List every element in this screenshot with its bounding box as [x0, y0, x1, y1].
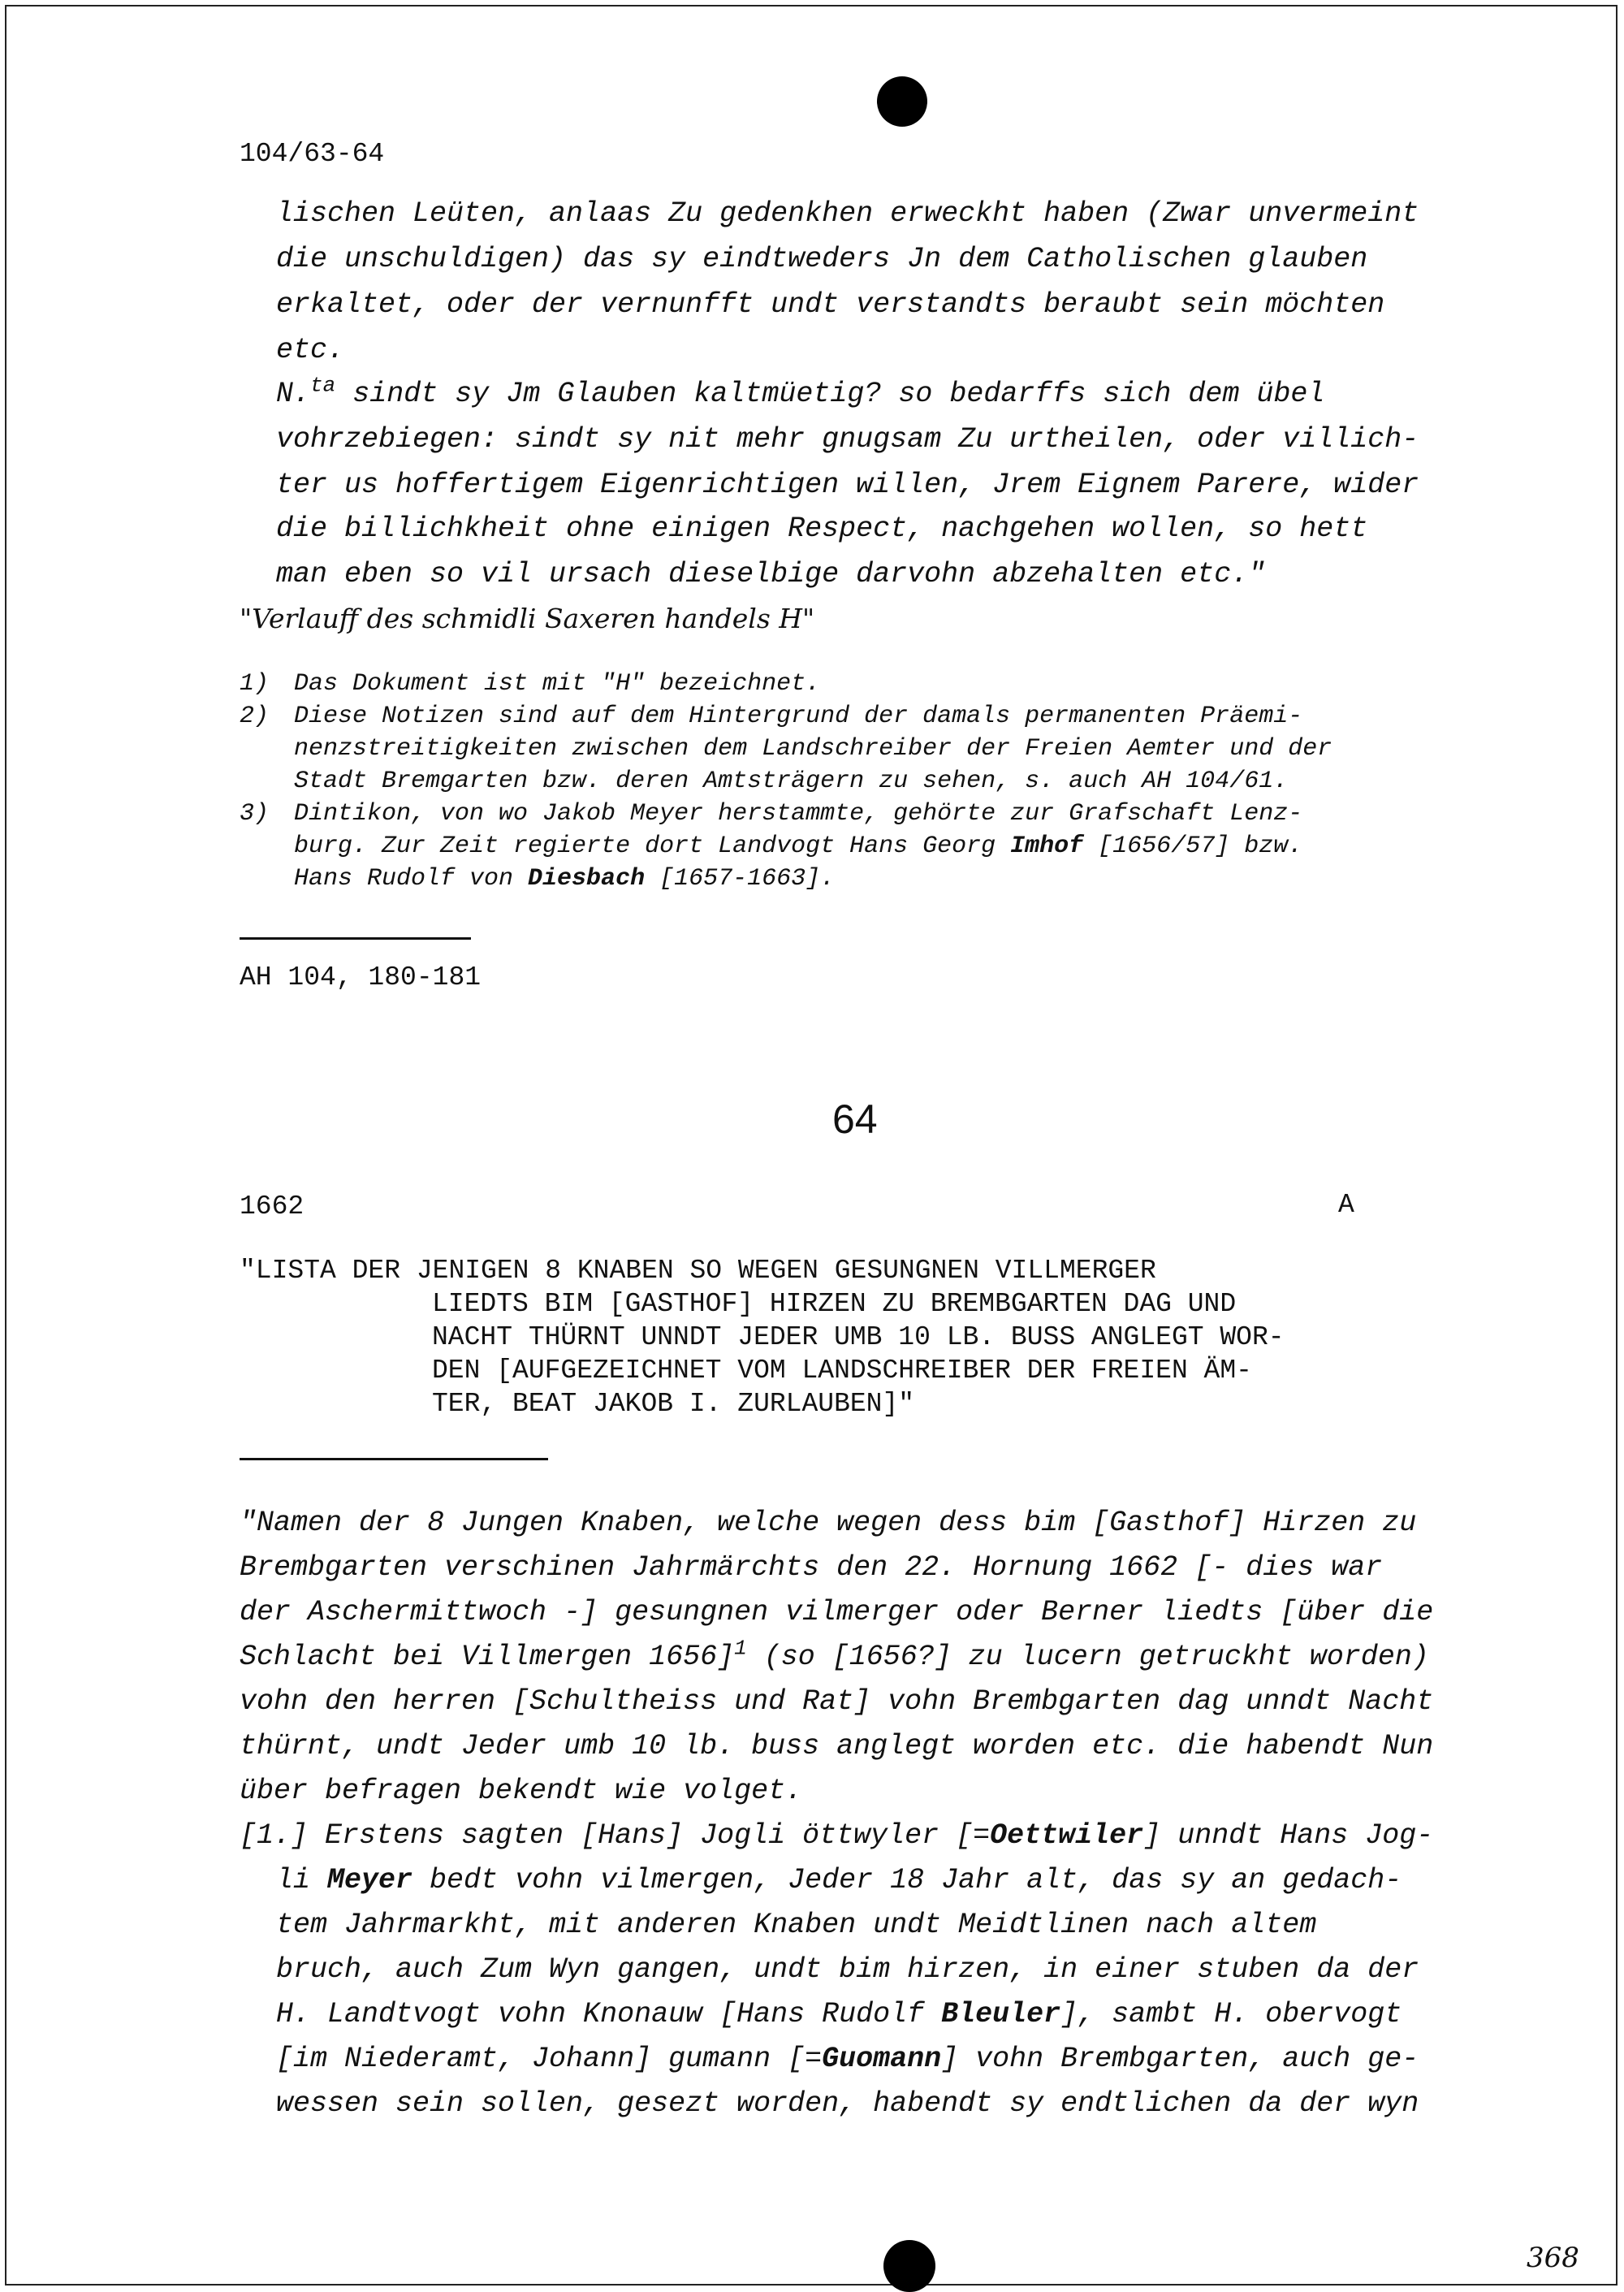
- footnote-number: 2): [240, 703, 270, 730]
- page-reference: 104/63-64: [240, 139, 385, 169]
- footnote-line: Stadt Bremgarten bzw. deren Amtsträgern zu sehen, s. auch AH 104/61.: [294, 768, 1289, 795]
- entry-year: 1662: [240, 1191, 304, 1222]
- nota-superscript: ta: [310, 373, 336, 398]
- entry-number: 64: [832, 1096, 878, 1142]
- bold-name: Guomann: [822, 2043, 942, 2075]
- footnote-line: Diese Notizen sind auf dem Hintergrund der damals permanenten Präemi-: [294, 703, 1303, 730]
- footnote-rule: [240, 937, 471, 940]
- text-line: Brembgarten verschinen Jahrmärchts den 22. Hornung 1662 [- dies war: [240, 1551, 1383, 1584]
- text-line: [276, 1858, 1402, 1903]
- footnote-number: 3): [240, 800, 270, 828]
- text-line: lischen Leüten, anlaas Zu gedenkhen erweckht haben (Zwar unvermeint: [276, 197, 1419, 230]
- text-span: [im Niederamt, Johann] gumann [=: [276, 2043, 823, 2075]
- fn-text: [1657-1663].: [645, 865, 836, 893]
- title-rule: [240, 1458, 548, 1460]
- text-line-nota: [276, 372, 1324, 417]
- handwritten-page-number: 368: [1527, 2242, 1579, 2274]
- entry-letter: A: [1338, 1190, 1354, 1220]
- text-line: über befragen bekendt wie volget.: [240, 1775, 803, 1807]
- bold-name: Bleuler: [941, 1998, 1061, 2030]
- text-span: H. Landtvogt vohn Knonauw [Hans Rudolf: [276, 1998, 942, 2030]
- text-line: erkaltet, oder der vernunfft undt verstandts beraubt sein möchten: [276, 288, 1385, 321]
- footnote-line: [294, 863, 835, 895]
- text-span: Schlacht bei Villmergen 1656]: [240, 1641, 735, 1673]
- binder-hole-bottom: [883, 2240, 935, 2292]
- text-line: wessen sein sollen, gesezt worden, habendt sy endtlichen da der wyn: [276, 2087, 1419, 2120]
- bold-name: Meyer: [327, 1864, 413, 1896]
- title-line: NACHT THÜRNT UNNDT JEDER UMB 10 LB. BUSS ANGLEGT WOR-: [432, 1322, 1285, 1352]
- footnote-line: nenzstreitigkeiten zwischen dem Landschreiber der Freien Aemter und der: [294, 735, 1332, 763]
- text-line: [276, 1992, 1402, 2037]
- fn-text: [1656/57] bzw.: [1083, 832, 1303, 860]
- text-line: vohrzebiegen: sindt sy nit mehr gnugsam Zu urtheilen, oder villich-: [276, 423, 1419, 456]
- text-span: bedt vohn vilmergen, Jeder 18 Jahr alt, das sy an gedach-: [412, 1864, 1402, 1896]
- text-line: ter us hoffertigem Eigenrichtigen willen, Jrem Eignem Parere, wider: [276, 469, 1419, 501]
- title-line: TER, BEAT JAKOB I. ZURLAUBEN]": [432, 1389, 915, 1419]
- text-line: tem Jahrmarkht, mit anderen Knaben undt Meidtlinen nach altem: [276, 1909, 1317, 1941]
- fn-bold-name: Imhof: [1010, 832, 1084, 860]
- nota-prefix: N.: [276, 378, 311, 410]
- fn-text: burg. Zur Zeit regierte dort Landvogt Hans Georg: [294, 832, 1011, 860]
- text-line: die unschuldigen) das sy eindtweders Jn dem Catholischen glauben: [276, 243, 1368, 275]
- text-line: die billichkheit ohne einigen Respect, nachgehen wollen, so hett: [276, 512, 1368, 545]
- text-line: [240, 1814, 1433, 1858]
- footnote-number: 1): [240, 670, 270, 698]
- title-line: LIEDTS BIM [GASTHOF] HIRZEN ZU BREMBGARTEN DAG UND: [432, 1289, 1237, 1319]
- text-span: li: [276, 1864, 328, 1896]
- title-line: DEN [AUFGEZEICHNET VOM LANDSCHREIBER DER FREIEN ÄM-: [432, 1356, 1252, 1386]
- footnote-marker: 1: [734, 1636, 747, 1661]
- text-line: "Namen der 8 Jungen Knaben, welche wegen dess bim [Gasthof] Hirzen zu: [240, 1507, 1417, 1539]
- text-line: der Aschermittwoch -] gesungnen vilmerger oder Berner liedts [über die: [240, 1596, 1434, 1628]
- title-line: "LISTA DER JENIGEN 8 KNABEN SO WEGEN GESUNGNEN VILLMERGER: [240, 1256, 1156, 1286]
- text-span: ] vohn Brembgarten, auch ge-: [941, 2043, 1419, 2075]
- text-line: etc.: [276, 334, 345, 366]
- fn-text: Hans Rudolf von: [294, 865, 529, 893]
- footnote-line: Das Dokument ist mit "H" bezeichnet.: [294, 670, 821, 698]
- text-span: ], sambt H. obervogt: [1060, 1998, 1402, 2030]
- text-line: vohn den herren [Schultheiss und Rat] vohn Brembgarten dag unndt Nacht: [240, 1685, 1434, 1718]
- handwritten-title: "Verlauff des schmidli Saxeren handels H": [240, 603, 815, 634]
- text-line: [276, 2037, 1419, 2082]
- footnote-line: [294, 830, 1302, 863]
- fn-bold-name: Diesbach: [528, 865, 646, 893]
- nota-rest: sindt sy Jm Glauben kaltmüetig? so bedarffs sich dem übel: [335, 378, 1325, 410]
- footnote-line: Dintikon, von wo Jakob Meyer herstammte, gehörte zur Grafschaft Lenz-: [294, 800, 1303, 828]
- text-span: [1.] Erstens sagten [Hans] Jogli öttwyler [=: [240, 1819, 991, 1852]
- text-line: man eben so vil ursach dieselbige darvohn abzehalten etc.": [276, 558, 1266, 590]
- text-line: thürnt, undt Jeder umb 10 lb. buss anglegt worden etc. die habendt Nun: [240, 1730, 1434, 1762]
- text-line: [240, 1635, 1429, 1680]
- source-reference: AH 104, 180-181: [240, 962, 482, 992]
- text-span: ] unndt Hans Jog-: [1143, 1819, 1434, 1852]
- text-line: bruch, auch Zum Wyn gangen, undt bim hirzen, in einer stuben da der: [276, 1953, 1419, 1986]
- text-span: (so [1656?] zu lucern getruckht worden): [746, 1641, 1429, 1673]
- binder-hole-top: [877, 76, 927, 127]
- bold-name: Oettwiler: [990, 1819, 1144, 1852]
